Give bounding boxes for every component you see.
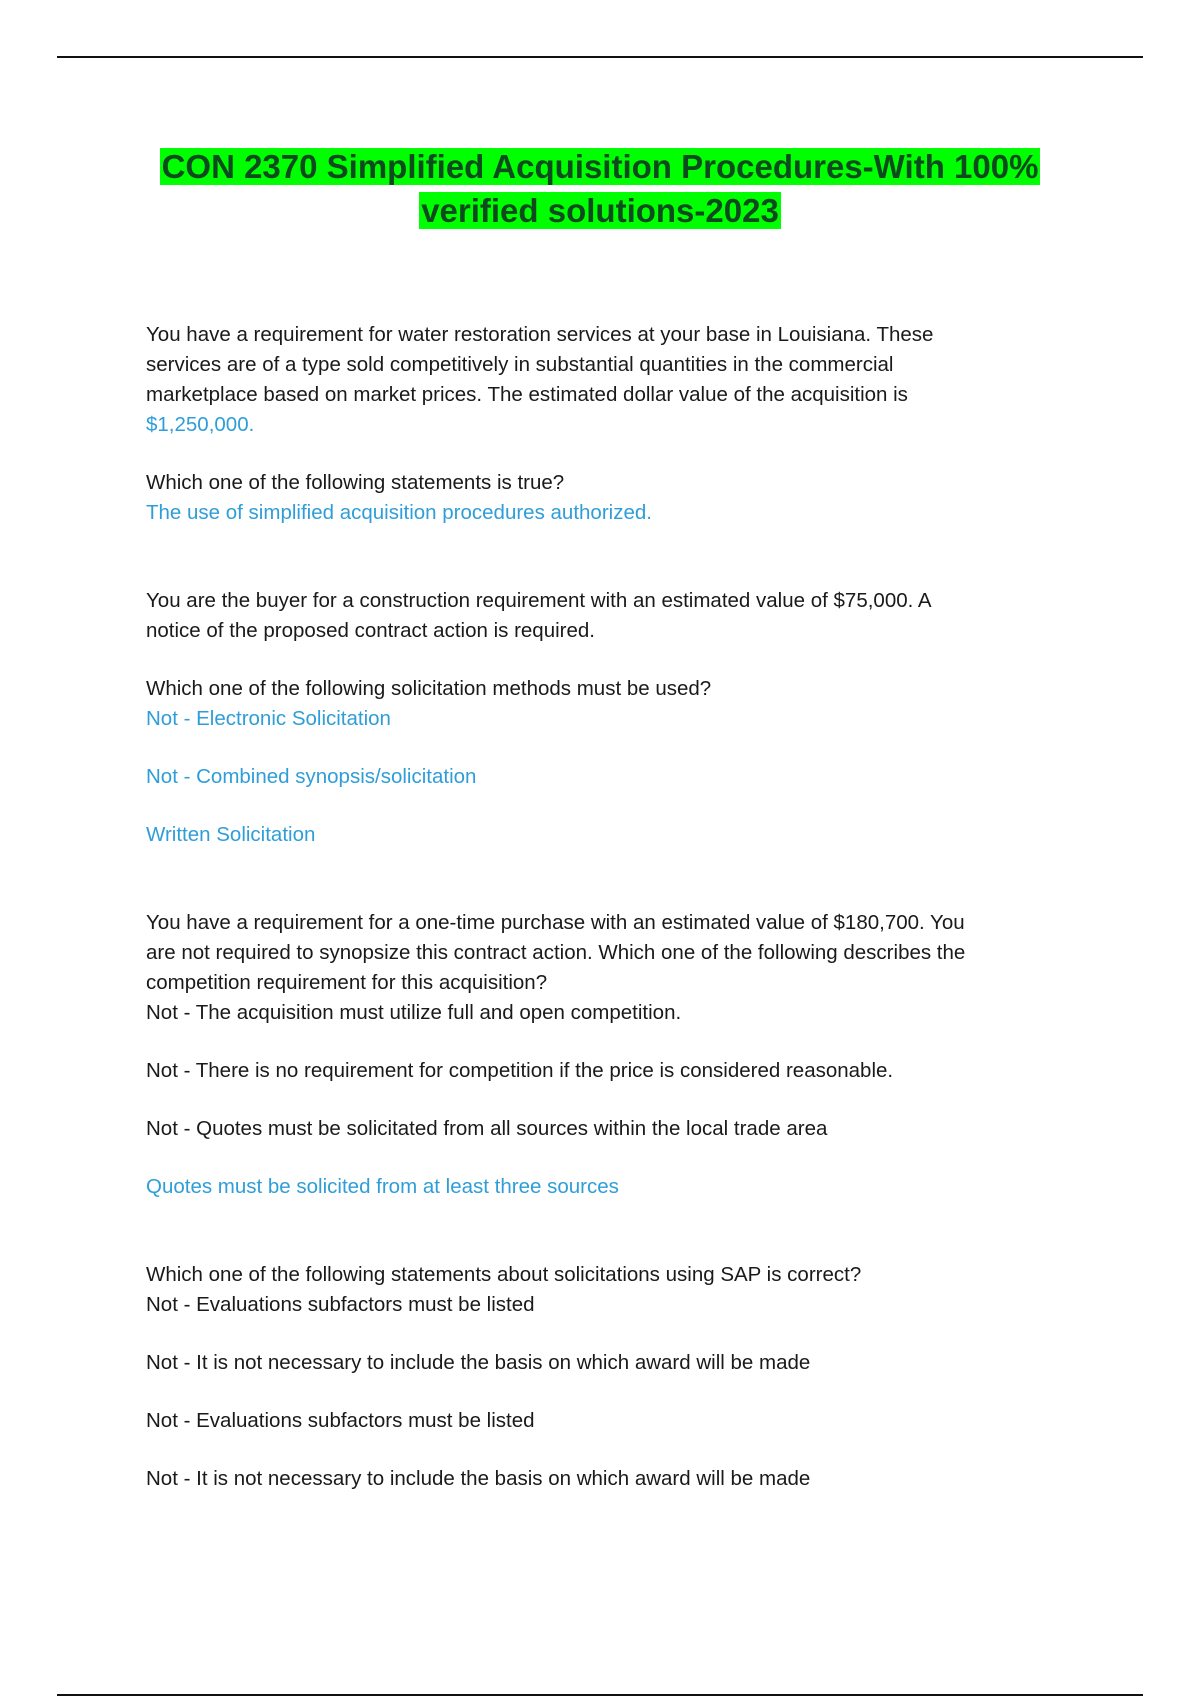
q1-answer: The use of simplified acquisition procedures authorized. — [146, 501, 652, 524]
q4-option-4: Not - It is not necessary to include the basis on which award will be made — [146, 1467, 811, 1490]
question-block-1 — [146, 320, 1066, 528]
q3-stem: You have a requirement for a one-time purchase with an estimated value of $180,700. You are not required to synopsize this contract action. Which one of the following describes the competition requirement for this acquisition? — [146, 911, 966, 994]
title-line-1: CON 2370 Simplified Acquisition Procedures-With 100% — [161, 148, 1039, 185]
q3-option-2: Not - There is no requirement for competition if the price is considered reasonable. — [146, 1059, 894, 1082]
q4-option-3: Not - Evaluations subfactors must be listed — [146, 1409, 535, 1432]
q3-option-1: Not - The acquisition must utilize full and open competition. — [146, 1001, 682, 1024]
top-rule — [57, 56, 1143, 58]
q3-option-3: Not - Quotes must be solicitated from all sources within the local trade area — [146, 1117, 828, 1140]
q2-stem: You are the buyer for a construction requirement with an estimated value of $75,000. A notice of the proposed contract action is required. — [146, 589, 932, 642]
q3-answer: Quotes must be solicited from at least three sources — [146, 1175, 619, 1198]
document-body — [146, 320, 1066, 1494]
q2-option-2: Not - Combined synopsis/solicitation — [146, 765, 477, 788]
title-line-2: verified solutions-2023 — [421, 192, 779, 229]
bottom-rule — [57, 1694, 1143, 1696]
question-block-4 — [146, 1260, 1066, 1494]
question-block-3 — [146, 908, 1066, 1202]
document-title — [100, 145, 1100, 233]
q2-question: Which one of the following solicitation methods must be used? — [146, 677, 712, 700]
q4-question: Which one of the following statements about solicitations using SAP is correct? — [146, 1263, 862, 1286]
q1-amount: $1,250,000. — [146, 413, 255, 436]
q1-stem: You have a requirement for water restoration services at your base in Louisiana. These services are of a type sold competitively in substantial quantities in the commercial marketplace based on market prices. The estimated dollar value of the acquisition is $1,250,000. — [146, 323, 934, 436]
q2-option-3: Written Solicitation — [146, 823, 316, 846]
q4-option-1: Not - Evaluations subfactors must be listed — [146, 1293, 535, 1316]
q4-option-2: Not - It is not necessary to include the basis on which award will be made — [146, 1351, 811, 1374]
q1-question: Which one of the following statements is true? — [146, 471, 565, 494]
question-block-2 — [146, 586, 1066, 850]
q2-option-1: Not - Electronic Solicitation — [146, 707, 391, 730]
